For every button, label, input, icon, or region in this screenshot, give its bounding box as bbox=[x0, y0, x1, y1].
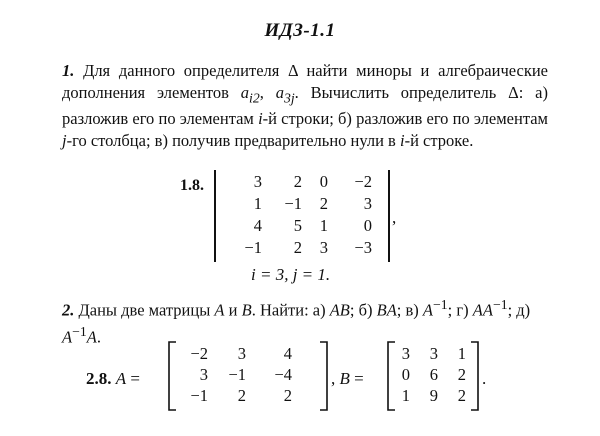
det-cell: −3 bbox=[354, 238, 372, 257]
matrix-b-cell: 1 bbox=[401, 386, 410, 405]
expr-aa-inv: AA bbox=[472, 300, 493, 320]
det-cell: −2 bbox=[354, 172, 372, 191]
expr-a-inv: A bbox=[422, 300, 434, 320]
det-cell: 1 bbox=[319, 216, 328, 235]
task-1-text-b: . Вычислить определитель Δ: а) разложив его по элементам bbox=[62, 82, 549, 129]
det-cell: 3 bbox=[363, 194, 372, 213]
task-1-sep: , bbox=[259, 82, 276, 102]
matrix-a-cell: −1 bbox=[228, 365, 246, 384]
matrix-name-a: A bbox=[214, 300, 225, 320]
expr-ba: BA bbox=[376, 300, 397, 320]
matrix-b-cell: 6 bbox=[429, 365, 438, 384]
task-2-text-e: ; г) bbox=[447, 300, 473, 320]
element-a-i2-sub: i2 bbox=[249, 89, 260, 105]
matrix-sep: , bbox=[331, 369, 336, 388]
matrix-a-right-bracket bbox=[319, 341, 329, 411]
det-cell: 3 bbox=[319, 238, 328, 257]
matrix-b-name: B bbox=[339, 369, 350, 388]
determinant-row bbox=[224, 237, 372, 259]
matrix-b-cell: 2 bbox=[457, 386, 466, 405]
det-cell: −1 bbox=[244, 238, 262, 257]
expr-a-inv-sup: −1 bbox=[433, 297, 448, 312]
matrix-a-cell: 2 bbox=[283, 386, 292, 405]
det-cell: 3 bbox=[253, 172, 262, 191]
task-1-text-e: -й строке. bbox=[404, 130, 474, 150]
col-index-j: j bbox=[62, 130, 67, 150]
determinant-right-bar bbox=[388, 170, 390, 262]
matrix-b-row bbox=[392, 343, 466, 364]
element-a-3j-base: a bbox=[275, 82, 284, 102]
det-cell: 0 bbox=[319, 172, 328, 191]
matrix-b-row bbox=[392, 364, 466, 385]
matrix-a-cell: −2 bbox=[190, 344, 208, 363]
determinant-indices: i = 3, j = 1. bbox=[251, 265, 331, 284]
element-a-i2 bbox=[240, 82, 260, 105]
determinant-grid bbox=[224, 171, 372, 259]
determinant-left-bar bbox=[214, 170, 216, 262]
det-cell: 0 bbox=[363, 216, 372, 235]
matrix-b-cell: 1 bbox=[457, 344, 466, 363]
det-cell: 5 bbox=[293, 216, 302, 235]
det-cell: 1 bbox=[253, 194, 262, 213]
expr-aa-inv-sup: −1 bbox=[492, 297, 508, 312]
task-1-text-a: Для данного определителя Δ найти миноры и алгебраические дополнения элементов bbox=[62, 61, 548, 102]
element-a-3j bbox=[275, 82, 295, 105]
matrix-a-row bbox=[176, 364, 292, 385]
task-1-number: 1. bbox=[62, 61, 75, 80]
task-2-number: 2. bbox=[62, 300, 75, 320]
expr-a-inv-a: A bbox=[62, 327, 73, 347]
determinant-comma: , bbox=[392, 208, 397, 227]
matrix-a-row bbox=[176, 343, 292, 364]
expr-a-inv-a-tail: A bbox=[86, 327, 97, 347]
matrix-problem-number: 2.8. bbox=[86, 369, 112, 388]
matrix-a-cell: −4 bbox=[274, 365, 292, 384]
expr-ab: AB bbox=[329, 300, 350, 320]
det-cell: 2 bbox=[293, 172, 302, 191]
matrix-a-cell: −1 bbox=[190, 386, 208, 405]
element-a-i2-base: a bbox=[240, 82, 250, 102]
determinant-row bbox=[224, 171, 372, 193]
row-index-i-2: i bbox=[399, 130, 405, 150]
matrix-b-grid bbox=[392, 343, 466, 406]
matrix-a-cell: 3 bbox=[237, 344, 246, 363]
task-1-text-c: -й строки; б) разложив его по элементам bbox=[262, 109, 548, 129]
task-1-text bbox=[62, 60, 548, 151]
det-cell: 2 bbox=[319, 194, 328, 213]
matrix-b-row bbox=[392, 385, 466, 406]
matrix-b-cell: 3 bbox=[401, 344, 410, 363]
task-2-text-b: . Найти: а) bbox=[251, 300, 330, 320]
determinant-row bbox=[224, 215, 372, 237]
matrix-b-cell: 3 bbox=[429, 344, 438, 363]
task-2-text-a: Даны две матрицы bbox=[74, 300, 215, 320]
task-2-text-c: ; б) bbox=[349, 300, 377, 320]
matrix-b-eq: = bbox=[349, 369, 364, 388]
determinant-row bbox=[224, 193, 372, 215]
matrix-b-label bbox=[331, 369, 364, 389]
matrix-a-cell: 2 bbox=[237, 386, 246, 405]
expr-a-inv-a-sup: −1 bbox=[72, 324, 87, 339]
task-2-and: и bbox=[224, 300, 242, 320]
matrix-a-label bbox=[86, 369, 140, 389]
matrix-a-cell: 4 bbox=[283, 344, 292, 363]
element-a-3j-sub: 3j bbox=[283, 89, 295, 105]
task-2-text-d: ; в) bbox=[396, 300, 423, 320]
task-2-text-f: ; д) bbox=[507, 300, 531, 320]
det-cell: 2 bbox=[293, 238, 302, 257]
det-cell: −1 bbox=[284, 194, 302, 213]
determinant-label: 1.8. bbox=[180, 177, 204, 194]
matrix-b-cell: 9 bbox=[429, 386, 438, 405]
task-2-text-g: . bbox=[96, 327, 101, 347]
matrix-end-period: . bbox=[482, 369, 487, 388]
page-title: ИДЗ-1.1 bbox=[264, 20, 336, 41]
task-1-text-d: -го столбца; в) получив предварительно нули в bbox=[66, 130, 400, 150]
matrix-a-cell: 3 bbox=[199, 365, 208, 384]
matrix-a-grid bbox=[176, 343, 292, 406]
matrix-a-name: A bbox=[115, 369, 127, 388]
det-cell: 4 bbox=[253, 216, 262, 235]
row-index-i: i bbox=[258, 109, 263, 129]
matrix-name-b: B bbox=[241, 300, 252, 320]
matrix-b-right-bracket bbox=[470, 341, 480, 411]
matrix-a-eq: = bbox=[126, 369, 140, 388]
task-2-text bbox=[62, 294, 548, 348]
matrix-b-cell: 0 bbox=[401, 365, 410, 384]
matrix-a-row bbox=[176, 385, 292, 406]
matrix-b-cell: 2 bbox=[457, 365, 466, 384]
